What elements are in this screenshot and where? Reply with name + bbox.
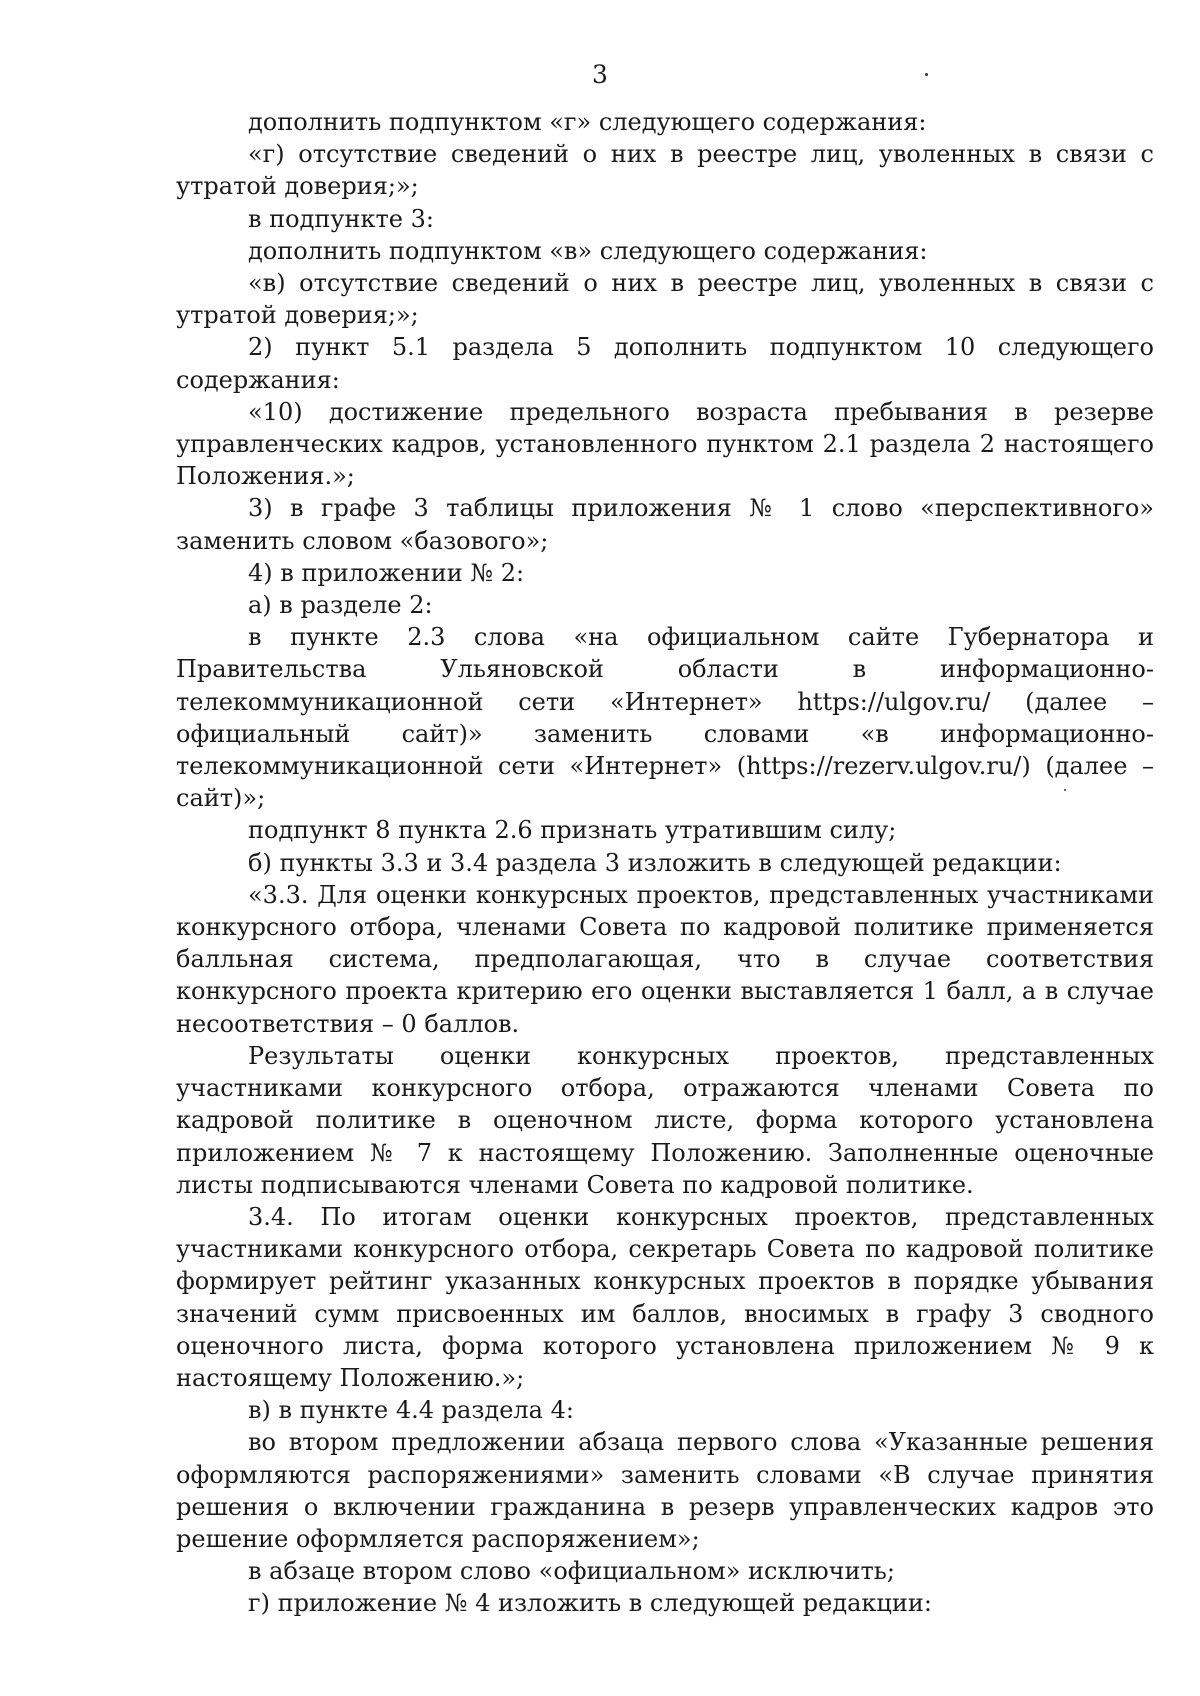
paragraph: подпункт 8 пункта 2.6 признать утратившим силу; (248, 816, 897, 845)
paragraph: дополнить подпунктом «в» следующего содержания: (248, 236, 928, 265)
paragraph: в подпункте 3: (248, 204, 434, 233)
paragraph: 3) в графе 3 таблицы приложения № 1 слово «перспективного» заменить словом «базового»; (176, 494, 1154, 555)
paragraph: Результаты оценки конкурсных проектов, представленных участниками конкурсного отбора, отражаются членами Совета по кадровой политике в оценочном листе, форма которого установлена приложением № 7 к настоящему Положению. Заполненные оценочные листы подписываются членами Совета по кадровой политике. (176, 1041, 1154, 1199)
paragraph: «3.3. Для оценки конкурсных проектов, представленных участниками конкурсного отбора, членами Совета по кадровой политике применяется балльная система, предполагающая, что в случае соответствия конкурсного проекта критерию его оценки выставляется 1 балл, а в случае несоответствия – 0 баллов. (176, 880, 1154, 1038)
paragraph: г) приложение № 4 изложить в следующей редакции: (248, 1589, 932, 1618)
scan-speck (925, 73, 928, 76)
document-body (176, 106, 1154, 1620)
paragraph: 4) в приложении № 2: (248, 558, 525, 587)
paragraph: в) в пункте 4.4 раздела 4: (248, 1396, 574, 1425)
paragraph: в абзаце втором слово «официальном» исключить; (248, 1557, 895, 1586)
page-number: 3 (592, 60, 608, 89)
paragraph: 2) пункт 5.1 раздела 5 дополнить подпунктом 10 следующего содержания: (176, 333, 1154, 394)
paragraph: «в) отсутствие сведений о них в реестре лиц, уволенных в связи с утратой доверия;»; (176, 269, 1154, 330)
paragraph: б) пункты 3.3 и 3.4 раздела 3 изложить в следующей редакции: (248, 848, 1062, 877)
paragraph: 3.4. По итогам оценки конкурсных проектов, представленных участниками конкурсного отбора, секретарь Совета по кадровой политике формирует рейтинг указанных конкурсных проектов в порядке убывания значений сумм присвоенных им баллов, вносимых в графу 3 сводного оценочного листа, форма которого установлена приложением № 9 к настоящему Положению.»; (176, 1202, 1154, 1392)
paragraph: во втором предложении абзаца первого слова «Указанные решения оформляются распоряжениями» заменить словами «В случае принятия решения о включении гражданина в резерв управленческих кадров это решение оформляется распоряжением»; (176, 1428, 1154, 1553)
paragraph: «10) достижение предельного возраста пребывания в резерве управленческих кадров, установленного пунктом 2.1 раздела 2 настоящего Положения.»; (176, 397, 1154, 491)
paragraph: дополнить подпунктом «г» следующего содержания: (248, 108, 927, 136)
paragraph: в пункте 2.3 слова «на официальном сайте Губернатора и Правительства Ульяновской области в информационно-телекоммуникационной сети «Интернет» https://ulgov.ru/ (далее – официальный сайт)» заменить словами «в информационно-телекоммуникационной сети «Интернет» (https://rezerv.ulgov.ru/) (далее – сайт)»; (176, 623, 1154, 813)
paragraph: «г) отсутствие сведений о них в реестре лиц, уволенных в связи с утратой доверия;»; (176, 140, 1154, 201)
paragraph: а) в разделе 2: (248, 591, 433, 620)
